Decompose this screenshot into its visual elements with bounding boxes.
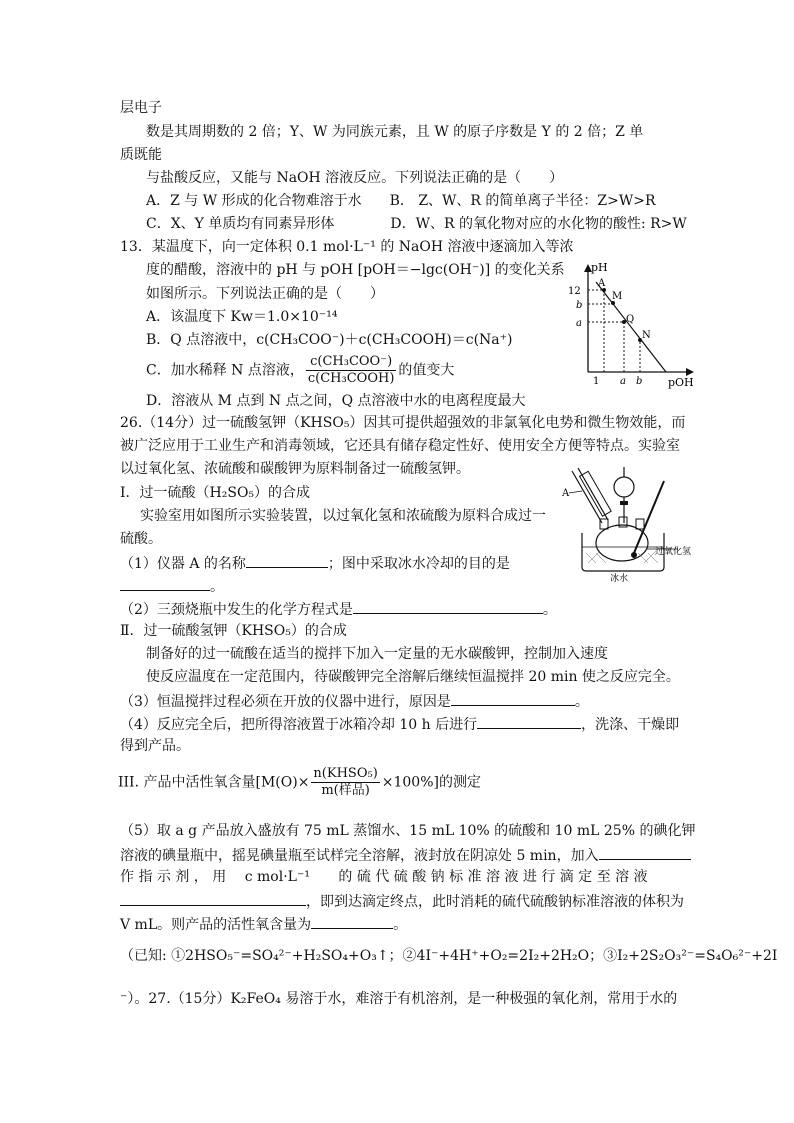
fraction-numerator: n(KHSO₅): [313, 766, 378, 781]
flask-neck: [636, 519, 644, 529]
period: 。: [210, 579, 224, 595]
text-line: 制备好的过一硫酸在适当的搅拌下加入一定量的无水碳酸钾，控制加入速度: [146, 646, 608, 662]
instrument-a-label: A: [562, 488, 570, 499]
option-c-tail: 的值变大: [398, 362, 455, 379]
x-tick-label: 1: [593, 376, 600, 387]
answer-blank[interactable]: [120, 576, 210, 591]
answer-blank[interactable]: [599, 845, 691, 860]
question-line: [120, 691, 589, 711]
three-neck-flask: [596, 525, 648, 561]
text-line: 以过氧化氢、浓硫酸和碳酸钾为原料制备过一硫酸氢钾。: [120, 461, 470, 477]
ratio-fraction: [306, 354, 397, 387]
question-26-line: 26.（14分）过一硫酸氢钾（KHSO₅）因其可提供超强效的非氯氧化电势和微生物效能，而: [120, 415, 686, 431]
point-label: M: [612, 291, 623, 302]
period: 。: [393, 917, 408, 933]
option-line: A．Z 与 W 形成的化合物难溶于水 B． Z、W、R 的简单离子半径：Z>W>R: [146, 193, 656, 209]
question-line: [120, 845, 691, 865]
thermometer: [634, 481, 664, 553]
section-3-suffix: ×100%]的测定: [381, 774, 481, 791]
known-equations: （已知: ①2HSO₅⁻=SO₄²⁻+H₂SO₄+O₃↑；②4I⁻+4H⁺+O₂=2I₂+2H₂O；③I₂+2S₂O₃²⁻=S₄O₆²⁻+2I: [120, 948, 778, 964]
option-line: A．该温度下 Kw＝1.0×10⁻¹⁴: [146, 309, 338, 325]
q1-text-b: ；图中采取冰水冷却的目的是: [327, 556, 510, 572]
y-tick-label: 12: [568, 286, 581, 297]
x-tick-label: a: [620, 376, 626, 387]
apparatus-diagram: [560, 463, 720, 583]
text-line: 度的醋酸，溶液中的 pH 与 pOH [pOH＝−lgc(OH⁻)] 的变化关系: [146, 262, 565, 278]
q1-text: （1）仪器 A 的名称: [120, 556, 246, 572]
text-line: 质既能: [120, 147, 162, 163]
q2-text: （2）三颈烧瓶中发生的化学方程式是: [120, 602, 353, 618]
q5-text: 溶液的碘量瓶中，摇晃碘量瓶至试样完全溶解，液封放在阴凉处 5 min，加入: [120, 848, 599, 864]
fraction-denominator: m(样品): [321, 783, 370, 798]
point-label: N: [642, 330, 651, 341]
option-c-text: C．加水稀释 N 点溶液，: [146, 362, 304, 379]
answer-blank[interactable]: [311, 914, 393, 929]
answer-blank[interactable]: [477, 714, 581, 729]
q3-text: （3）恒温搅拌过程必须在开放的仪器中进行，原因是: [120, 694, 451, 710]
question-line: [120, 914, 407, 934]
section-3-heading: [118, 766, 481, 799]
section-3-prefix: III. 产品中活性氧含量[M(O)×: [118, 774, 310, 791]
condenser-tube: [578, 468, 608, 520]
text-line: 如图所示。下列说法正确的是（ ）: [146, 286, 384, 302]
answer-blank[interactable]: [120, 891, 306, 906]
q5-text-d: ，即到达滴定终点，此时消耗的硫代硫酸钠标准溶液的体积为: [306, 894, 684, 910]
text-line: 硫酸。: [120, 531, 162, 547]
section-heading: Ⅱ．过一硫酸氢钾（KHSO₅）的合成: [120, 623, 347, 639]
point-label: A: [598, 278, 606, 289]
hydrogen-peroxide-label: 过氧化氢: [655, 547, 692, 557]
text-line: 被广泛应用于工业生产和消毒领域，它还具有储存稳定性好、使用安全方便等特点。实验室: [120, 438, 680, 454]
text-line: 实验室用如图所示实验装置，以过氧化氢和浓硫酸为原料合成过一: [140, 508, 546, 524]
option-line: B．Q 点溶液中，c(CH₃COO⁻)＋c(CH₃COOH)＝c(Na⁺): [146, 332, 513, 348]
period: 。: [542, 602, 557, 618]
dropping-funnel: [614, 477, 634, 497]
y-tick-label: a: [576, 318, 582, 329]
option-line: [146, 354, 454, 387]
fraction-numerator: c(CH₃COO⁻): [306, 354, 397, 371]
question-line: [120, 868, 648, 886]
y-axis-label: pH: [591, 261, 608, 274]
period: 。: [574, 694, 589, 710]
q5-text-e: V mL。则产品的活性氧含量为: [120, 917, 312, 933]
q5-text-a: 作 指 示 剂 ， 用: [120, 869, 227, 885]
thermometer-bulb: [631, 552, 637, 558]
fraction-denominator: c(CH₃COOH): [307, 371, 395, 386]
question-line: [120, 714, 679, 734]
text-line: 得到产品。: [120, 738, 190, 754]
question-line: [120, 599, 557, 619]
question-13-line: 13．某温度下，向一定体积 0.1 mol·L⁻¹ 的 NaOH 溶液中逐滴加入等浓: [120, 239, 574, 255]
x-tick-label: b: [636, 376, 643, 387]
oxygen-fraction: [311, 766, 379, 799]
x-axis-label: pOH: [668, 376, 694, 389]
ph-poh-line: [596, 282, 666, 372]
text-line: 与盐酸反应，又能与 NaOH 溶液反应。下列说法正确的是（ ）: [146, 170, 564, 186]
answer-blank[interactable]: [353, 599, 543, 614]
q5-text-c: 的 硫 代 硫 酸 钠 标 准 溶 液 进 行 滴 定 至 溶 液: [338, 869, 648, 885]
question-line: [120, 891, 684, 911]
y-tick-label: b: [576, 300, 583, 311]
text-line: 使反应温度在一定范围内，待碳酸钾完全溶解后继续恒温搅拌 20 min 使之反应完全。: [146, 669, 680, 685]
question-27-line: ⁻）。27.（15分）K₂FeO₄ 易溶于水，难溶于有机溶剂，是一种极强的氧化剂，常用于水的: [120, 991, 678, 1007]
q4-text-b: ，洗涤、干燥即: [581, 717, 680, 733]
ph-poh-graph: [558, 260, 698, 390]
ice-bath: [582, 533, 664, 571]
text-line: 数是其周期数的 2 倍；Y、W 为同族元素，且 W 的原子序数是 Y 的 2 倍；Z 单: [146, 124, 644, 140]
label-leader: [569, 491, 582, 493]
point-label: Q: [626, 314, 635, 325]
option-line: D．溶液从 M 点到 N 点之间，Q 点溶液中水的电离程度最大: [146, 393, 526, 409]
ice-water-label: 冰水: [610, 574, 629, 583]
condenser-tube: [572, 471, 602, 523]
answer-blank[interactable]: [451, 691, 575, 706]
option-line: C．X、Y 单质均有同素异形体 D．W、R 的氧化物对应的水化物的酸性: R>W: [146, 216, 687, 232]
question-line: [120, 553, 510, 573]
answer-blank[interactable]: [246, 553, 328, 568]
stopcock: [620, 501, 628, 505]
q4-text: （4）反应完全后，把所得溶液置于冰箱冷却 10 h 后进行: [120, 717, 478, 733]
question-line: （5）取 a g 产品放入盛放有 75 mL 蒸馏水、15 mL 10% 的硫酸和 10 mL 25% 的碘化钾: [120, 823, 696, 839]
q5-text-b: c mol·L⁻¹: [244, 869, 310, 885]
section-heading: Ⅰ．过一硫酸（H₂SO₅）的合成: [120, 485, 311, 501]
question-line: [120, 576, 224, 596]
x-axis-arrow: [686, 368, 694, 376]
text-line: 层电子: [120, 100, 162, 116]
